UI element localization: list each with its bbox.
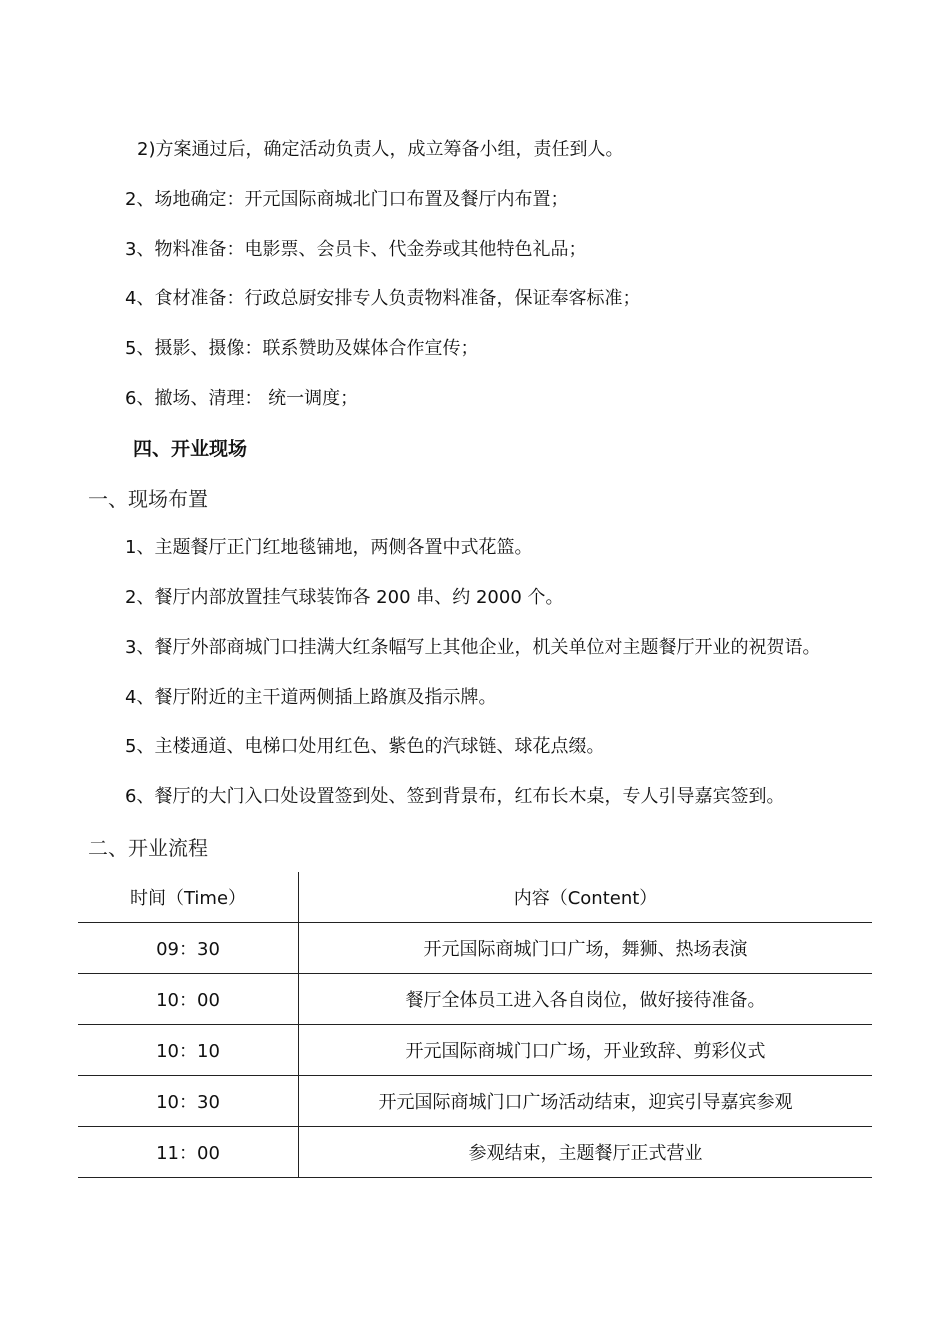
prep-item: 5、摄影、摄像：联系赞助及媒体合作宣传；: [125, 338, 479, 359]
subsection-heading: 二、开业流程: [88, 836, 208, 860]
time-cell: 10：10: [78, 1025, 299, 1076]
table-header-row: [78, 872, 872, 923]
layout-item: 5、主楼通道、电梯口处用红色、紫色的汽球链、球花点缀。: [125, 736, 605, 757]
section-heading: 四、开业现场: [133, 438, 248, 460]
layout-item: 4、餐厅附近的主干道两侧插上路旗及指示牌。: [125, 687, 497, 708]
layout-item: 2、餐厅内部放置挂气球装饰各 200 串、约 2000 个。: [125, 587, 564, 608]
table-row: [78, 974, 872, 1025]
prep-item: 4、食材准备：行政总厨安排专人负责物料准备，保证奉客标准；: [125, 288, 641, 309]
content-cell: 开元国际商城门口广场，舞狮、热场表演: [299, 923, 873, 974]
prep-item: 2、场地确定：开元国际商城北门口布置及餐厅内布置；: [125, 189, 569, 210]
content-cell: 参观结束，主题餐厅正式营业: [299, 1127, 873, 1178]
layout-item: 6、餐厅的大门入口处设置签到处、签到背景布，红布长木桌，专人引导嘉宾签到。: [125, 786, 785, 807]
table-row: [78, 1076, 872, 1127]
layout-item: 3、餐厅外部商城门口挂满大红条幅写上其他企业，机关单位对主题餐厅开业的祝贺语。: [125, 637, 821, 658]
flow-table: [78, 872, 872, 1178]
subsection-heading: 一、现场布置: [88, 487, 208, 511]
time-cell: 10：00: [78, 974, 299, 1025]
column-header-time: 时间（Time）: [78, 872, 299, 923]
content-cell: 餐厅全体员工进入各自岗位，做好接待准备。: [299, 974, 873, 1025]
time-cell: 09：30: [78, 923, 299, 974]
prep-item: 3、物料准备：电影票、会员卡、代金券或其他特色礼品；: [125, 239, 587, 260]
layout-item: 1、主题餐厅正门红地毯铺地，两侧各置中式花篮。: [125, 537, 533, 558]
table-row: [78, 1025, 872, 1076]
content-cell: 开元国际商城门口广场活动结束，迎宾引导嘉宾参观: [299, 1076, 873, 1127]
table-row: [78, 1127, 872, 1178]
time-cell: 10：30: [78, 1076, 299, 1127]
table-row: [78, 923, 872, 974]
prep-item: 6、撤场、清理： 统一调度；: [125, 388, 359, 409]
column-header-content: 内容（Content）: [299, 872, 873, 923]
prep-item: 2)方案通过后，确定活动负责人，成立筹备小组，责任到人。: [137, 139, 624, 160]
content-cell: 开元国际商城门口广场，开业致辞、剪彩仪式: [299, 1025, 873, 1076]
time-cell: 11：00: [78, 1127, 299, 1178]
